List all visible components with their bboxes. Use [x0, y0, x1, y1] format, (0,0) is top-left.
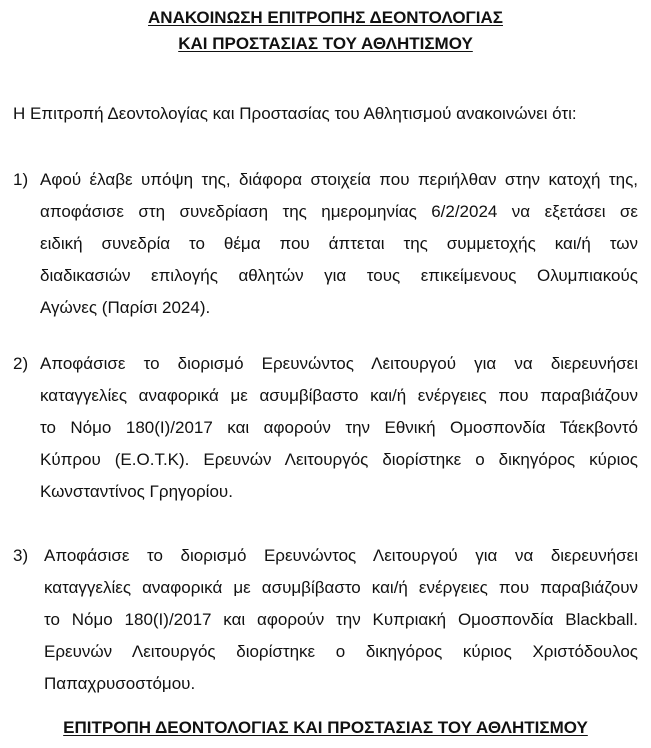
- text-line: Κωνσταντίνος Γρηγορίου.: [40, 482, 233, 501]
- text-line: Παπαχρυσοστόμου.: [44, 674, 196, 693]
- text-line: Αγώνες (Παρίσι 2024).: [40, 298, 211, 317]
- text-line: ειδική συνεδρία το θέμα που άπτεται της συμμετοχής και/ή των: [40, 234, 638, 253]
- list-item-number: 1): [13, 170, 29, 189]
- list-item-text: [40, 164, 638, 324]
- list-item-text: [40, 348, 638, 508]
- list-item-number: 3): [13, 546, 29, 565]
- text-line: καταγγελίες αναφορικά με ασυμβίβαστο και/ή ενέργειες που παραβιάζουν: [44, 578, 638, 597]
- text-line: Αποφάσισε το διορισμό Ερευνώντος Λειτουργού για να διερευνήσει: [44, 546, 638, 565]
- list-item-number: 2): [13, 354, 29, 373]
- text-line: το Νόμο 180(Ι)/2017 και αφορούν την Εθνική Ομοσπονδία Τάεκβοντό: [40, 418, 638, 437]
- document-title-line-1: ΑΝΑΚΟΙΝΩΣΗ ΕΠΙΤΡΟΠΗΣ ΔΕΟΝΤΟΛΟΓΙΑΣ: [148, 8, 503, 27]
- text-line: Αφού έλαβε υπόψη της, διάφορα στοιχεία που περιήλθαν στην κατοχή της,: [40, 170, 638, 189]
- text-line: καταγγελίες αναφορικά με ασυμβίβαστο και/ή ενέργειες που παραβιάζουν: [40, 386, 638, 405]
- document-title-line-2: ΚΑΙ ΠΡΟΣΤΑΣΙΑΣ ΤΟΥ ΑΘΛΗΤΙΣΜΟΥ: [178, 34, 473, 53]
- text-line: διαδικασιών επιλογής αθλητών για τους επικείμενους Ολυμπιακούς: [40, 266, 638, 285]
- text-line: Κύπρου (Ε.Ο.Τ.Κ). Ερευνών Λειτουργός διορίστηκε ο δικηγόρος κύριος: [40, 450, 638, 469]
- document-footer-signature: ΕΠΙΤΡΟΠΗ ΔΕΟΝΤΟΛΟΓΙΑΣ ΚΑΙ ΠΡΟΣΤΑΣΙΑΣ ΤΟΥ ΑΘΛΗΤΙΣΜΟΥ: [63, 718, 588, 737]
- intro-paragraph: Η Επιτροπή Δεοντολογίας και Προστασίας του Αθλητισμού ανακοινώνει ότι:: [13, 104, 577, 123]
- text-line: το Νόμο 180(Ι)/2017 και αφορούν την Κυπριακή Ομοσπονδία Blackball.: [44, 610, 638, 629]
- text-line: αποφάσισε στη συνεδρίαση της ημερομηνίας 6/2/2024 να εξετάσει σε: [40, 202, 638, 221]
- list-item-text: [44, 540, 638, 700]
- text-line: Ερευνών Λειτουργός διορίστηκε ο δικηγόρος κύριος Χριστόδουλος: [44, 642, 638, 661]
- text-line: Αποφάσισε το διορισμό Ερευνώντος Λειτουργού για να διερευνήσει: [40, 354, 638, 373]
